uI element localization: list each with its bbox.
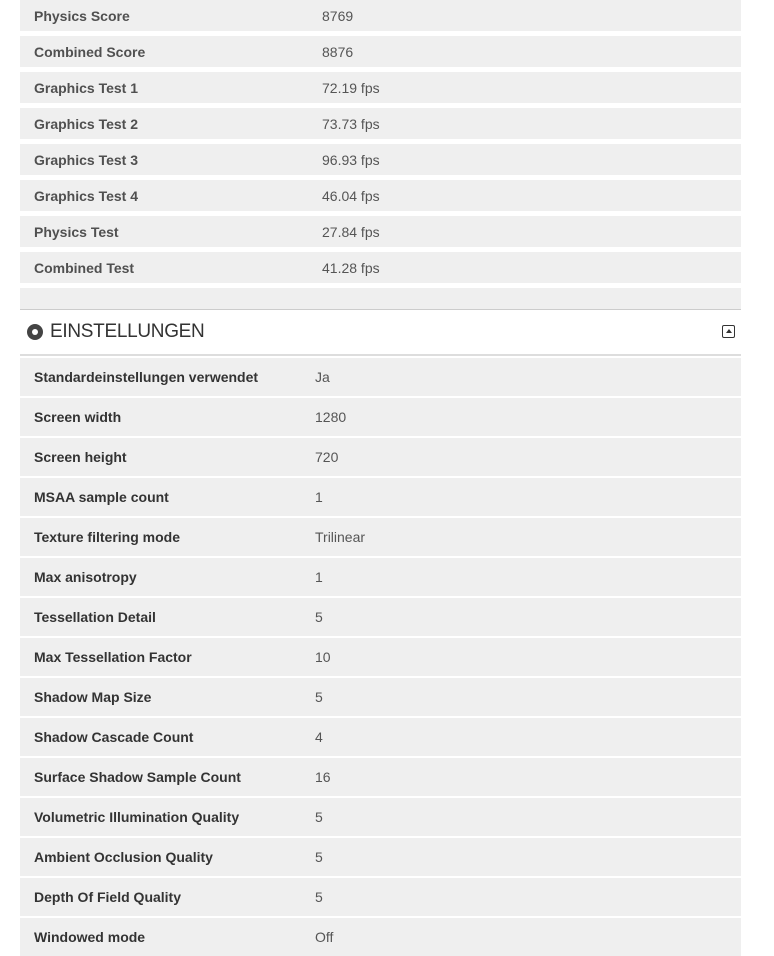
row-value: 1 — [315, 489, 323, 505]
table-row — [20, 918, 741, 956]
row-label: Shadow Map Size — [34, 689, 152, 705]
table-row — [20, 838, 741, 876]
table-row — [20, 398, 741, 436]
table-row — [20, 180, 741, 211]
table-row — [20, 144, 741, 175]
table-row — [20, 0, 741, 31]
row-value: 72.19 fps — [322, 79, 380, 96]
table-row — [20, 438, 741, 476]
row-value: 1280 — [315, 409, 347, 425]
row-label: Standardeinstellungen verwendet — [34, 369, 259, 385]
table-row — [20, 72, 741, 103]
row-label: Physics Score — [34, 7, 130, 24]
row-label: Combined Score — [34, 43, 146, 60]
row-value: 16 — [315, 769, 331, 785]
spacer-row — [20, 288, 741, 310]
table-row — [20, 36, 741, 67]
row-label: Windowed mode — [34, 929, 146, 945]
table-row — [20, 518, 741, 556]
row-label: Graphics Test 3 — [34, 151, 139, 168]
table-row — [20, 758, 741, 796]
row-value: 1 — [315, 569, 323, 585]
table-row — [20, 798, 741, 836]
row-label: Tessellation Detail — [34, 609, 156, 625]
table-row — [20, 108, 741, 139]
row-value: 8769 — [322, 7, 354, 24]
table-row — [20, 598, 741, 636]
settings-title: EINSTELLUNGEN — [50, 321, 205, 342]
row-label: Ambient Occlusion Quality — [34, 849, 213, 865]
row-value: 5 — [315, 849, 323, 865]
table-row — [20, 878, 741, 916]
row-value: 8876 — [322, 43, 354, 60]
row-value: Off — [315, 929, 334, 945]
table-row — [20, 478, 741, 516]
row-label: Volumetric Illumination Quality — [34, 809, 240, 825]
row-label: Max anisotropy — [34, 569, 137, 585]
row-value: 96.93 fps — [322, 151, 380, 168]
row-value: 27.84 fps — [322, 223, 380, 240]
row-value: 5 — [315, 609, 323, 625]
settings-table — [20, 358, 741, 956]
row-value: 5 — [315, 809, 323, 825]
row-label: Combined Test — [34, 259, 135, 276]
row-value: 720 — [315, 449, 339, 465]
row-value: 73.73 fps — [322, 115, 380, 132]
row-label: Screen width — [34, 409, 122, 425]
settings-header — [20, 310, 741, 356]
row-value: 4 — [315, 729, 323, 745]
row-value: 5 — [315, 689, 323, 705]
results-panel — [20, 0, 741, 956]
row-value: Trilinear — [315, 529, 366, 545]
row-value: 46.04 fps — [322, 187, 380, 204]
gear-icon — [28, 325, 42, 339]
row-label: Screen height — [34, 449, 127, 465]
row-label: Graphics Test 2 — [34, 115, 139, 132]
table-row — [20, 216, 741, 247]
row-value: 41.28 fps — [322, 259, 380, 276]
row-label: Depth Of Field Quality — [34, 889, 182, 905]
row-value: Ja — [315, 369, 330, 385]
table-row — [20, 358, 741, 396]
row-label: Texture filtering mode — [34, 529, 180, 545]
table-row — [20, 638, 741, 676]
table-row — [20, 252, 741, 283]
collapse-icon[interactable] — [722, 325, 735, 338]
scores-table — [20, 0, 741, 283]
row-label: Max Tessellation Factor — [34, 649, 192, 665]
table-row — [20, 558, 741, 596]
row-label: Surface Shadow Sample Count — [34, 769, 241, 785]
row-label: Graphics Test 1 — [34, 79, 139, 96]
row-label: MSAA sample count — [34, 489, 169, 505]
row-label: Physics Test — [34, 223, 119, 240]
table-row — [20, 678, 741, 716]
row-label: Graphics Test 4 — [34, 187, 139, 204]
row-value: 10 — [315, 649, 331, 665]
table-row — [20, 718, 741, 756]
row-label: Shadow Cascade Count — [34, 729, 194, 745]
row-value: 5 — [315, 889, 323, 905]
